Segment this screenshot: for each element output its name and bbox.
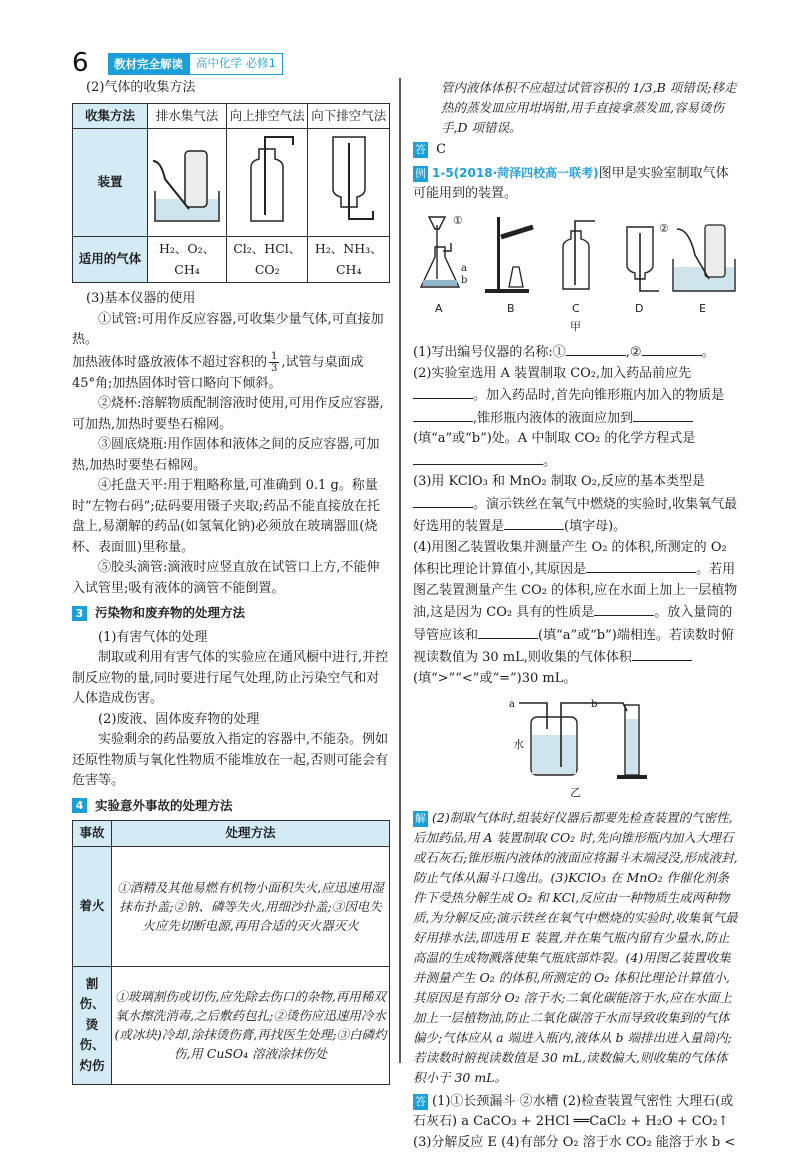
- gas-list: Cl₂、HCl、CO₂: [227, 237, 308, 283]
- table-header-cell: 收集方法: [73, 103, 148, 129]
- figure-label: C: [572, 299, 580, 320]
- answer-tag: 答: [413, 142, 428, 158]
- question-1: (1)写出编号仪器的名称:① ,② 。: [413, 341, 738, 364]
- accident-method: ①酒精及其他易燃有机物小面积失火,应迅速用湿抹布扑盖;②钠、磷等失火,用细沙扑盖;③因电失火应先切断电源,再用合适的灭火器灭火: [112, 846, 390, 966]
- section-title: 污染物和废弃物的处理方法: [95, 603, 245, 624]
- figure-jia: [413, 207, 738, 317]
- figure-mark: b: [591, 695, 597, 716]
- gas-list: H₂、O₂、CH₄: [148, 237, 227, 283]
- solution-tag: 解: [413, 811, 428, 827]
- figure-label: E: [699, 299, 706, 320]
- upward-air-displacement-apparatus: [227, 129, 308, 237]
- figure-yi: [413, 695, 738, 781]
- gas-list: H₂、NH₃、CH₄: [308, 237, 390, 283]
- page-number: 6: [72, 48, 89, 78]
- question-3: (3)用 KClO₃ 和 MnO₂ 制取 O₂,反应的基本类型是。演示铁丝在氧气中燃烧的实验时,收集氧气最好选用的装置是 (填字母)。: [413, 472, 738, 538]
- figure-label: D: [635, 299, 643, 320]
- example-stem: 例 1-5(2018·菏泽四校高一联考)图甲是实验室制取气体可能用到的装置。: [413, 163, 738, 205]
- waste-title: (2)废液、固体废弃物的处理: [72, 710, 390, 731]
- figure-mark: a: [461, 259, 467, 280]
- accident-name: 着火: [73, 846, 112, 966]
- series-banner: [108, 53, 314, 75]
- instrument-title: (3)基本仪器的使用: [86, 289, 390, 310]
- figure-mark: b: [461, 271, 467, 292]
- dropper-text: ⑤胶头滴管:滴液时应竖直放在试管口上方,不能伸入试管里;吸有液体的滴管不能倒置。: [72, 558, 390, 599]
- section-title: 实验意外事故的处理方法: [95, 796, 233, 817]
- section-number: 3: [72, 606, 87, 621]
- harmful-gas-title: (1)有害气体的处理: [72, 628, 390, 649]
- figure-mark: ②: [659, 219, 669, 240]
- water-label: 水: [513, 735, 524, 756]
- column-divider: [399, 78, 401, 1063]
- example-tag: 例: [413, 166, 428, 182]
- figure-label: B: [507, 299, 515, 320]
- beaker-text: ②烧杯:溶解物质配制溶液时使用,可用作反应容器,可加热,加热时要垫石棉网。: [72, 394, 390, 435]
- figure-label: A: [435, 299, 443, 320]
- flask-text: ③圆底烧瓶:用作固体和液体之间的反应容器,可加热,加热时要垫石棉网。: [72, 435, 390, 476]
- final-answer: 答 (1)①长颈漏斗 ②水槽 (2)检查装置气密性 大理石(或石灰石) a CaCO₃ + 2HCl ══CaCl₂ + H₂O + CO₂↑ (3)分解反应 E (4)有部分 O₂ 溶于水 CO₂ 能溶于水 b <: [413, 1092, 738, 1153]
- test-tube-text: ①试管:可用作反应容器,可收集少量气体,可直接加热。: [72, 310, 390, 351]
- gas-collection-table: [72, 103, 390, 284]
- figure-mark: ①: [453, 211, 463, 232]
- test-tube-text-2: 加热液体时盛放液体不超过容积的 $\frac{1}{3}$ ,试管与桌面成 45°角;加热固体时管口略向下倾斜。: [72, 351, 390, 395]
- section-4-heading: [72, 796, 390, 817]
- right-column: [413, 78, 738, 1153]
- downward-air-displacement-apparatus: [308, 129, 390, 237]
- row-label-device: 装置: [73, 129, 148, 237]
- harmful-gas-text: 制取或利用有害气体的实验应在通风橱中进行,并控制反应物的量,同时要进行尾气处理,防止污染空气和对人体造成伤害。: [72, 648, 390, 710]
- table-header-cell: 向上排空气法: [227, 103, 308, 129]
- table-header-cell: 事故: [73, 821, 112, 847]
- series-title: 教材完全解读: [108, 53, 189, 75]
- figure-mark: a: [509, 695, 515, 716]
- table-header-cell: 向下排空气法: [308, 103, 390, 129]
- section-number: 4: [72, 798, 87, 813]
- question-4: (4)用图乙装置收集并测量产生 O₂ 的体积,所测定的 O₂ 体积比理论计算值小,其原因是 。若用图乙装置测量产生 CO₂ 的体积,应在水面上加上一层植物油,这是因为 CO₂ 具有的性质是 。放入量筒的导管应该和 (填“a”或“b”)端相连。若读数时俯视读数值为 30 mL,则收集的气体体积(填“>”“<”或“=”)30 mL。: [413, 538, 738, 690]
- water-displacement-apparatus: [148, 129, 227, 237]
- answer-value: C: [436, 142, 446, 157]
- waste-text: 实验剩余的药品要放入指定的容器中,不能杂。例如还原性物质与氧化性物质不能堆放在一起,否则可能会有危害等。: [72, 730, 390, 792]
- previous-solution-continuation: 管内液体体积不应超过试管容积的 1/3,B 项错误;移走热的蒸发皿应用坩埚钳,用手直接拿蒸发皿,容易烫伤手,D 项错误。: [441, 78, 738, 138]
- row-label-gas: 适用的气体: [73, 237, 148, 283]
- figure-caption: 乙: [413, 783, 738, 804]
- table-header-cell: 排水集气法: [148, 103, 227, 129]
- balance-text: ④托盘天平:用于粗略称量,可准确到 0.1 g。称量时“左物右码”;砝码要用镊子夹取;药品不能直接放在托盘上,易潮解的药品(如氢氧化钠)必须放在玻璃器皿(烧杯、表面皿)里称量。: [72, 476, 390, 558]
- left-column: [72, 78, 390, 1091]
- example-id: 1-5(2018·菏泽四校高一联考): [432, 166, 599, 180]
- accident-table: [72, 820, 390, 1085]
- question-2: (2)实验室选用 A 装置制取 CO₂,加入药品前应先。加入药品时,首先向锥形瓶内加入的物质是,锥形瓶内液体的液面应加到(填“a”或“b”)处。A 中制取 CO₂ 的化学方程式是。: [413, 364, 738, 473]
- figure-caption: 甲: [413, 317, 738, 338]
- fraction: $\frac{1}{3}$: [269, 351, 279, 374]
- section-3-heading: [72, 603, 390, 624]
- answer-tag: 答: [413, 1094, 428, 1110]
- book-title: 高中化学 必修1: [189, 53, 283, 75]
- gas-collection-title: (2)气体的收集方法: [86, 78, 390, 99]
- solution-text: 解 (2)制取气体时,组装好仪器后都要先检查装置的气密性,后加药品,用 A 装置制取 CO₂ 时,先向锥形瓶内加入大理石或石灰石;锥形瓶内液体的液面应将漏斗末端浸没,形成液封,防止气体从漏斗口逸出。(3)KClO₃ 在 MnO₂ 作催化剂条件下受热分解生成 O₂ 和 KCl,反应由一种物质生成两种物质,为分解反应;演示铁丝在氧气中燃烧的实验时,收集氧气最好用排水法,即选用 E 装置,并在集气瓶内留有少量水,防止高温的生成物溅落使集气瓶底部炸裂。(4)用图乙装置收集并测量产生 O₂ 的体积,所测定的 O₂ 体积比理论计算值小,其原因是有部分 O₂ 溶于水;二氧化碳能溶于水,应在水面上加上一层植物油,防止二氧化碳溶于水而导致收集到的气体偏少;气体应从 a 端进入瓶内,液体从 b 端排出进入量筒内;若读数时俯视读数值是 30 mL,读数偏大,则收集的气体体积小于 30 mL。: [413, 808, 738, 1088]
- measuring-apparatus: [413, 695, 738, 781]
- table-header-cell: 处理方法: [112, 821, 390, 847]
- accident-method: ①玻璃割伤或切伤,应先除去伤口的杂物,再用稀双氧水擦洗消毒,之后敷药包扎;②烫伤应迅速用冷水(或冰块)冷却,涂抹烫伤膏,再找医生处理;③白磷灼伤,用 CuSO₄ 溶液涂抹伤处: [112, 966, 390, 1084]
- answer-line-1: [413, 140, 738, 161]
- accident-name: 割伤、烫伤、灼伤: [73, 966, 112, 1084]
